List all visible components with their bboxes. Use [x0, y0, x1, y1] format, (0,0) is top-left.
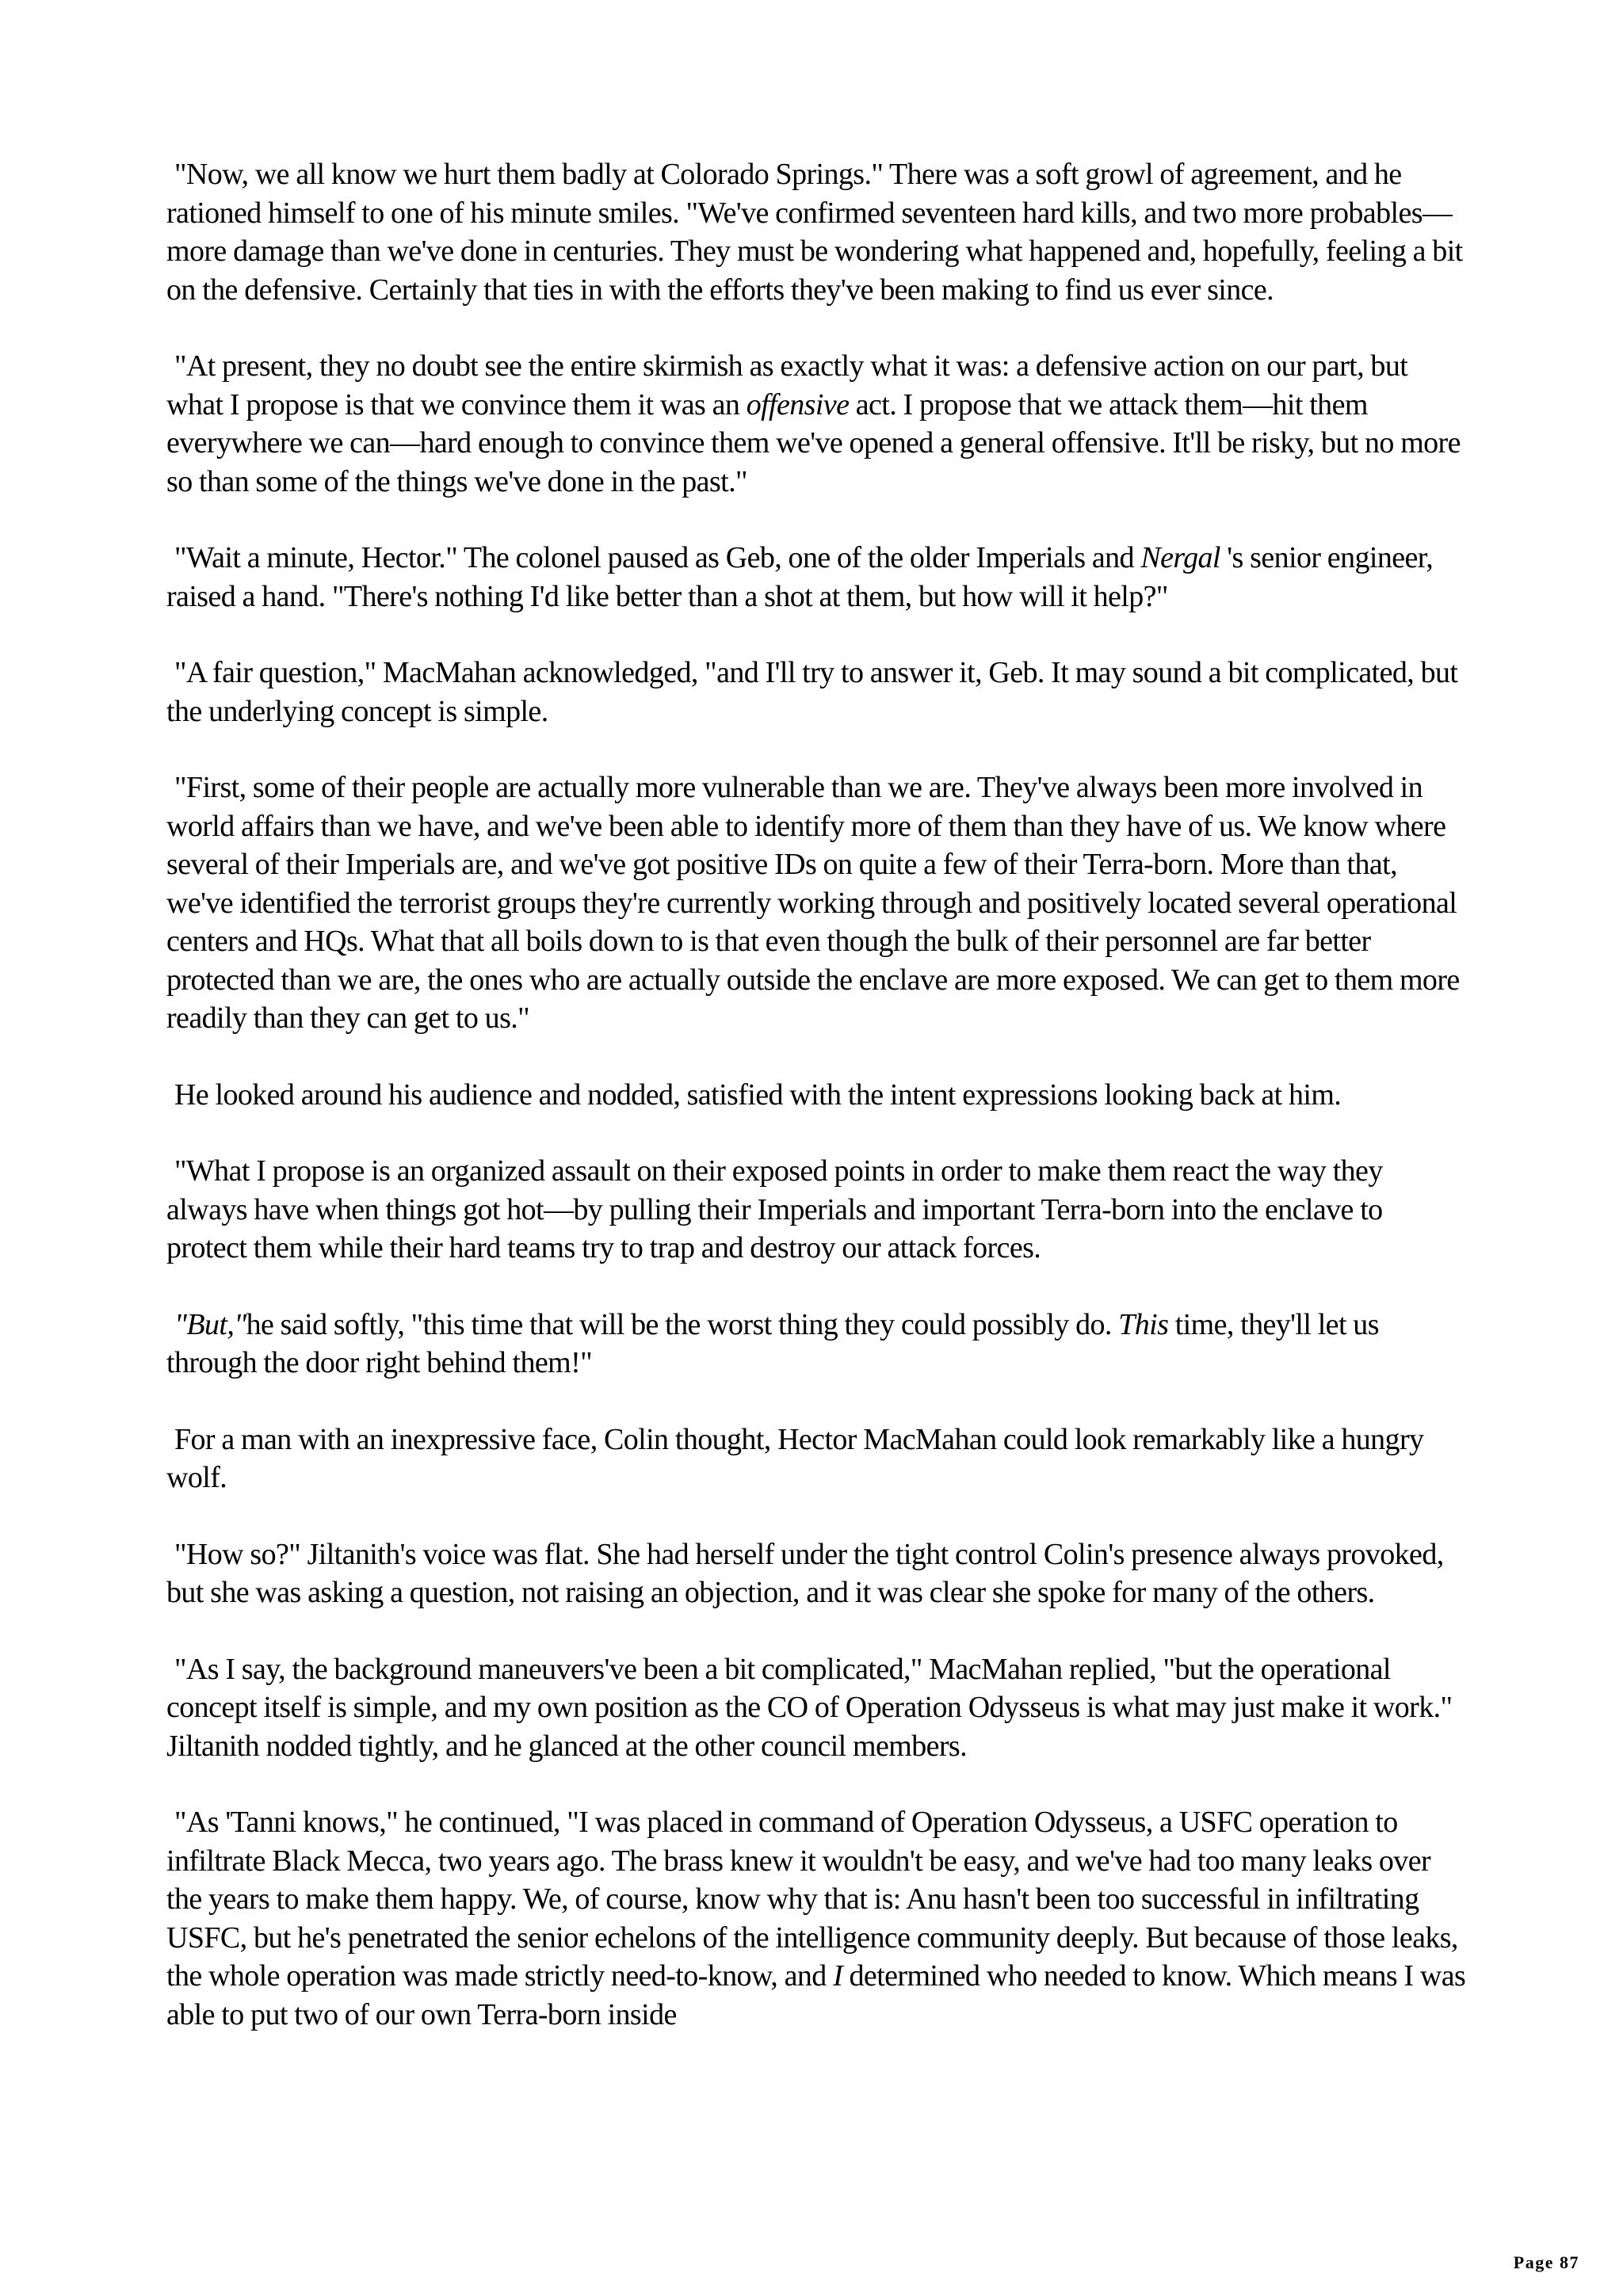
paragraph-text: he said softly, "this time that will be the worst thing they could possibly do.	[246, 1307, 1119, 1341]
paragraph	[166, 1650, 1466, 1766]
italic-text: I	[833, 1959, 843, 1993]
paragraph	[166, 1152, 1466, 1268]
paragraph-text: "How so?" Jiltanith's voice was flat. She had herself under the tight control Colin's presence always provoked, but she was asking a question, not raising an objection, and it was clear she spoke for many of the others.	[166, 1537, 1444, 1609]
paragraph-text: determined who needed to know. Which means I was able to put two of our own Terra-born inside	[166, 1959, 1466, 2031]
italic-text: This	[1118, 1307, 1169, 1341]
italic-text: "But,"	[174, 1307, 246, 1341]
paragraph-text: 's senior engineer, raised a hand. "There's nothing I'd like better than a shot at them, but how will it help?"	[166, 541, 1434, 613]
paragraph-text: time, they'll let us through the door right behind them!"	[166, 1307, 1379, 1379]
paragraph-text: "At present, they no doubt see the entire skirmish as exactly what it was: a defensive action on our part, but what I propose is that we convince them it was an	[166, 349, 1408, 421]
paragraph-text: "First, some of their people are actually more vulnerable than we are. They've always been more involved in world affairs than we have, and we've been able to identify more of them than they have of us. We know where several of their Imperials are, and we've got positive IDs on quite a few of their Terra-born. More than that, we've identified the terrorist groups they're currently working through and positively located several operational centers and HQs. What that all boils down to is that even though the bulk of their personnel are far better protected than we are, the ones who are actually outside the enclave are more exposed. We can get to them more readily than they can get to us."	[166, 771, 1460, 1035]
paragraph-text: "Now, we all know we hurt them badly at Colorado Springs." There was a soft growl of agreement, and he rationed himself to one of his minute smiles. "We've confirmed seventeen hard kills, and two more probables—more damage than we've done in centuries. They must be wondering what happened and, hopefully, feeling a bit on the defensive. Certainly that ties in with the efforts they've been making to find us ever since.	[166, 158, 1463, 307]
paragraph	[166, 1535, 1466, 1612]
paragraph-text: He looked around his audience and nodded, satisfied with the intent expressions looking back at him.	[174, 1077, 1342, 1112]
page-number: Page 87	[1513, 2252, 1579, 2272]
paragraph-text: "A fair question," MacMahan acknowledged, "and I'll try to answer it, Geb. It may sound a bit complicated, but the underlying concept is simple.	[166, 656, 1458, 728]
paragraph-text: "As 'Tanni knows," he continued, "I was placed in command of Operation Odysseus, a USFC operation to infiltrate Black Mecca, two years ago. The brass knew it wouldn't be easy, and we've had too many leaks over the years to make them happy. We, of course, know why that is: Anu hasn't been too successful in infiltrating USFC, but he's penetrated the senior echelons of the intelligence community deeply. But because of those leaks, the whole operation was made strictly need-to-know, and	[166, 1806, 1458, 1993]
paragraph-text: "Wait a minute, Hector." The colonel paused as Geb, one of the older Imperials and	[174, 541, 1141, 574]
paragraph-text: "As I say, the background maneuvers've been a bit complicated," MacMahan replied, "but the operational concept itself is simple, and my own position as the CO of Operation Odysseus is what may just make it work." Jiltanith nodded tightly, and he glanced at the other council members.	[166, 1652, 1453, 1763]
paragraph-text: "What I propose is an organized assault on their exposed points in order to make them react the way they always have when things got hot—by pulling their Imperials and important Terra-born into the enclave to protect them while their hard teams try to trap and destroy our attack forces.	[166, 1154, 1383, 1264]
paragraph	[166, 1421, 1466, 1497]
paragraph	[166, 539, 1466, 616]
paragraph	[166, 1306, 1466, 1383]
paragraph	[166, 654, 1466, 730]
paragraph	[166, 1803, 1466, 2034]
italic-text: offensive	[746, 387, 850, 421]
page-body	[166, 155, 1466, 2072]
paragraph	[166, 769, 1466, 1038]
paragraph-text: For a man with an inexpressive face, Colin thought, Hector MacMahan could look remarkably like a hungry wolf.	[166, 1422, 1424, 1494]
paragraph	[166, 347, 1466, 501]
paragraph	[166, 1076, 1466, 1115]
paragraph	[166, 155, 1466, 309]
italic-text: Nergal	[1140, 541, 1220, 574]
paragraph-text: act. I propose that we attack them—hit them everywhere we can—hard enough to convince them we've opened a general offensive. It'll be risky, but no more so than some of the things we've done in the past."	[166, 387, 1461, 498]
